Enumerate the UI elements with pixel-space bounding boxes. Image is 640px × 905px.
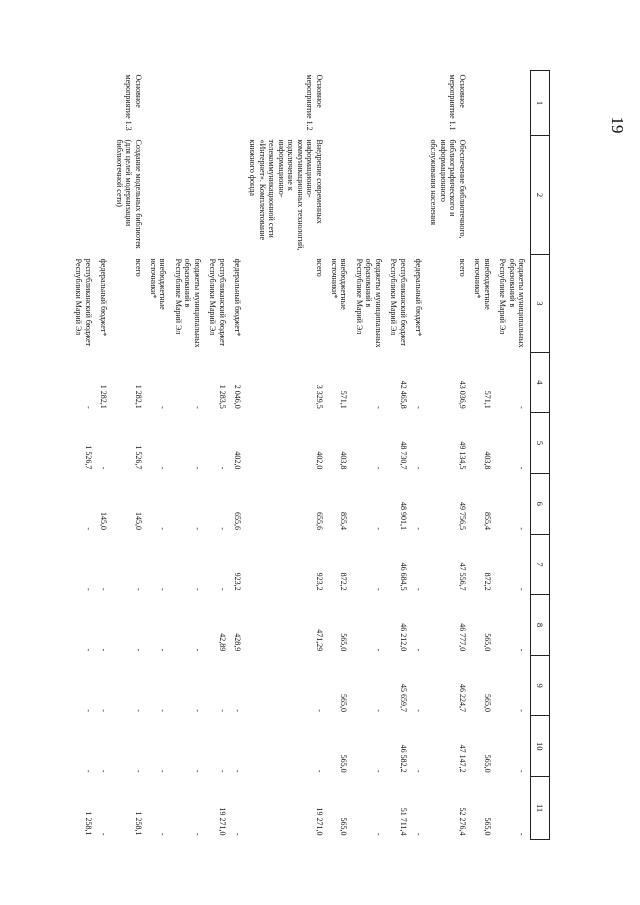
table-cell: 565,0 [482,693,492,712]
table-cell: - [158,466,168,470]
table-cell: Внедрение современных информационно-коммуникационных технологий, подключение к информационно-телекоммуникационной сети «Интернет». Комплектование книжного фонда [248,139,324,251]
header-row [530,71,549,840]
table-cell: Создание модельных библиотек (для целей модернизации библиотечной сети) [114,139,143,249]
table-cell: 42 465,8 [398,380,408,409]
table-cell: - [516,466,526,470]
column-header: 5 [530,413,549,474]
table-cell [470,135,495,254]
column-header: 8 [530,595,549,656]
table-cell: 51 711,4 [398,807,408,836]
table-row [470,71,495,840]
table-cell: 571,1 [482,390,492,409]
table-cell: - [99,832,109,836]
table-cell: 855,4 [482,512,492,531]
table-row [205,71,230,840]
table-cell: 571,1 [339,390,349,409]
table-cell: - [83,648,93,652]
table-cell: 52 276,4 [457,807,467,836]
table-cell: федеральный бюджет* [99,258,109,337]
table-cell: - [516,648,526,652]
table-row [386,71,411,840]
table-cell [351,71,385,136]
table-cell [411,135,426,254]
table-cell: - [373,832,383,836]
table-cell [386,135,411,254]
table-cell: республиканский бюджет Республики Марий Эл [208,258,227,347]
table-cell: 46 582,2 [398,744,408,773]
table-cell: 471,29 [314,629,324,652]
table-cell: - [414,769,424,773]
table-cell: федеральный бюджет* [233,258,243,337]
table-cell: - [83,709,93,712]
table-cell: - [373,769,383,773]
table-cell: 872,2 [482,572,492,591]
table-cell: 49 756,5 [457,502,467,531]
table-cell: 1 282,1 [133,384,143,409]
table-cell: - [516,527,526,531]
table-cell [71,135,96,254]
table-cell: 43 036,9 [457,380,467,409]
table-cell: всего [314,258,324,277]
table-cell: - [158,769,168,773]
table-cell: - [373,466,383,470]
table-cell: - [158,587,168,591]
table-cell [230,71,245,136]
table-cell: 3 329,5 [314,384,324,409]
table-cell: 565,0 [482,817,492,836]
table-cell: 47 556,7 [457,562,467,591]
table-cell: - [99,587,109,591]
table-cell: - [133,709,143,712]
table-cell: - [133,587,143,591]
table-cell: - [83,587,93,591]
table-cell: - [192,832,202,836]
table-cell: 1 526,7 [83,445,93,470]
table-cell [170,71,204,136]
table-cell: 46 224,7 [457,683,467,712]
table-cell [495,71,531,136]
table-cell [146,71,171,136]
table-cell: 49 134,5 [457,441,467,470]
table-cell: 923,2 [314,572,324,591]
column-header: 3 [530,255,549,352]
table-row [327,71,352,840]
table-cell: - [414,832,424,836]
table-cell: 402,0 [233,451,243,470]
page-number: 19 [608,116,627,134]
table-cell: 47 147,2 [457,744,467,773]
table-cell: - [373,648,383,652]
table-cell: 565,0 [482,633,492,652]
column-header: 6 [530,473,549,534]
table-cell: бюджеты муниципальных образований в Республике Марий Эл [498,258,526,348]
table-cell: 1 526,7 [133,445,143,470]
table-cell [96,135,111,254]
table-cell: - [192,648,202,652]
table-cell [205,71,230,136]
table-cell: - [99,648,109,652]
table-row [146,71,171,840]
table-cell: - [233,709,243,712]
table-cell: - [83,406,93,409]
table-cell: бюджеты муниципальных образований в Республике Марий Эл [354,258,383,348]
table-cell: - [373,587,383,591]
table-cell: - [83,769,93,773]
table-cell: 48 901,1 [398,502,408,531]
table-cell: - [414,709,424,712]
table-row [245,71,327,840]
table-cell: Основное мероприятие 1.3 [124,74,143,131]
table-cell: - [192,709,202,712]
table-cell [327,71,352,136]
table-cell: 46 684,5 [398,562,408,591]
table-row [426,71,470,840]
table-cell: 565,0 [339,633,349,652]
table-cell: - [414,648,424,652]
table-cell [351,135,385,254]
table-cell: республиканский бюджет Республики Марий Эл [389,258,408,347]
table-cell: 48 730,7 [398,441,408,470]
table-cell: 1 258,1 [83,811,93,836]
table-row [96,71,111,840]
table-cell [205,135,230,254]
table-cell: - [516,709,526,712]
table-cell: 403,8 [482,451,492,470]
table-cell: 45 659,7 [398,683,408,712]
table-cell: 2 046,0 [233,384,243,409]
table-cell: - [192,769,202,773]
table-cell: - [414,406,424,409]
table-cell: - [192,466,202,470]
table-body [71,71,531,840]
table-cell [230,135,245,254]
rotated-table-wrapper [74,70,550,840]
table-cell [327,135,352,254]
table-cell: - [158,527,168,531]
table-cell [495,135,531,254]
table-cell: - [217,769,227,773]
table-row [111,71,145,840]
table-cell: Основное мероприятие 1.1 [448,74,467,131]
table-cell [71,71,96,136]
table-cell: - [83,527,93,531]
table-cell: - [373,709,383,712]
table-cell: - [516,587,526,591]
column-header: 10 [530,716,549,777]
table-cell: - [233,832,243,836]
table-cell [411,71,426,136]
table-cell: - [133,648,143,652]
table-cell: внебюджетные источники* [473,258,492,310]
table-cell: 42,89 [217,633,227,652]
column-header: 2 [530,135,549,254]
table-cell: - [192,406,202,409]
table-cell: 1 283,5 [217,384,227,409]
column-header: 11 [530,777,549,840]
table-cell: 565,0 [482,754,492,773]
table-cell: 1 282,1 [99,384,109,409]
table-cell: - [217,587,227,591]
table-cell: - [516,769,526,773]
table-cell: - [192,527,202,531]
table-cell: внебюджетные источники* [148,258,168,310]
table-cell: 19 271,0 [217,807,227,836]
budget-table [71,70,550,840]
table-cell: - [99,709,109,712]
table-cell: - [314,769,324,773]
table-cell: 923,2 [233,572,243,591]
table-cell: 565,0 [339,817,349,836]
table-cell: - [192,587,202,591]
table-cell: 872,2 [339,572,349,591]
table-cell: - [217,527,227,531]
table-cell: - [233,769,243,773]
table-cell: 46 777,0 [457,623,467,652]
table-cell [170,135,204,254]
table-row [411,71,426,840]
column-header: 7 [530,534,549,595]
table-row [351,71,385,840]
table-cell: - [414,587,424,591]
table-cell: 655,6 [314,512,324,531]
table-cell: - [373,527,383,531]
table-cell: республиканский бюджет Республики Марий Эл [74,258,93,347]
table-cell: - [373,406,383,409]
column-header: 4 [530,352,549,413]
table-cell: - [314,709,324,712]
table-cell: - [516,406,526,409]
column-header: 9 [530,655,549,716]
table-cell: 855,4 [339,512,349,531]
table-cell: 565,0 [339,693,349,712]
table-cell: - [158,709,168,712]
table-cell: 655,6 [233,512,243,531]
table-cell: 1 258,1 [133,811,143,836]
table-cell: внебюджетные источники* [329,258,349,310]
table-row [230,71,245,840]
table-cell: Основное мероприятие 1.2 [305,74,324,131]
table-cell: - [217,466,227,470]
table-row [495,71,531,840]
table-cell: всего [133,258,143,277]
table-cell [96,71,111,136]
table-cell: 403,8 [339,451,349,470]
table-cell: 145,0 [99,512,109,531]
table-cell: - [158,832,168,836]
table-cell: бюджеты муниципальных образований в Республике Марий Эл [173,258,202,348]
table-cell: 145,0 [133,512,143,531]
table-row [170,71,204,840]
column-header: 1 [530,71,549,136]
table-cell: - [158,406,168,409]
table-cell: 46 212,0 [398,623,408,652]
table-cell [470,71,495,136]
table-cell: 565,0 [339,754,349,773]
table-cell: - [217,709,227,712]
table-cell: федеральный бюджет* [414,258,424,337]
table-cell: - [516,832,526,836]
table-cell: Обеспечение библиотечного, библиографического и информационного обслуживания населения [429,139,467,239]
table-cell: - [133,769,143,773]
table-cell: всего [457,258,467,277]
table-cell: 428,9 [233,633,243,652]
table-cell [146,135,171,254]
table-cell: 402,0 [314,451,324,470]
table-cell: - [414,527,424,531]
table-cell: - [99,466,109,470]
table-cell [386,71,411,136]
table-cell: 19 271,0 [314,807,324,836]
table-cell: - [414,466,424,470]
table-row [71,71,96,840]
table-cell: - [99,769,109,773]
table-cell: - [158,648,168,652]
